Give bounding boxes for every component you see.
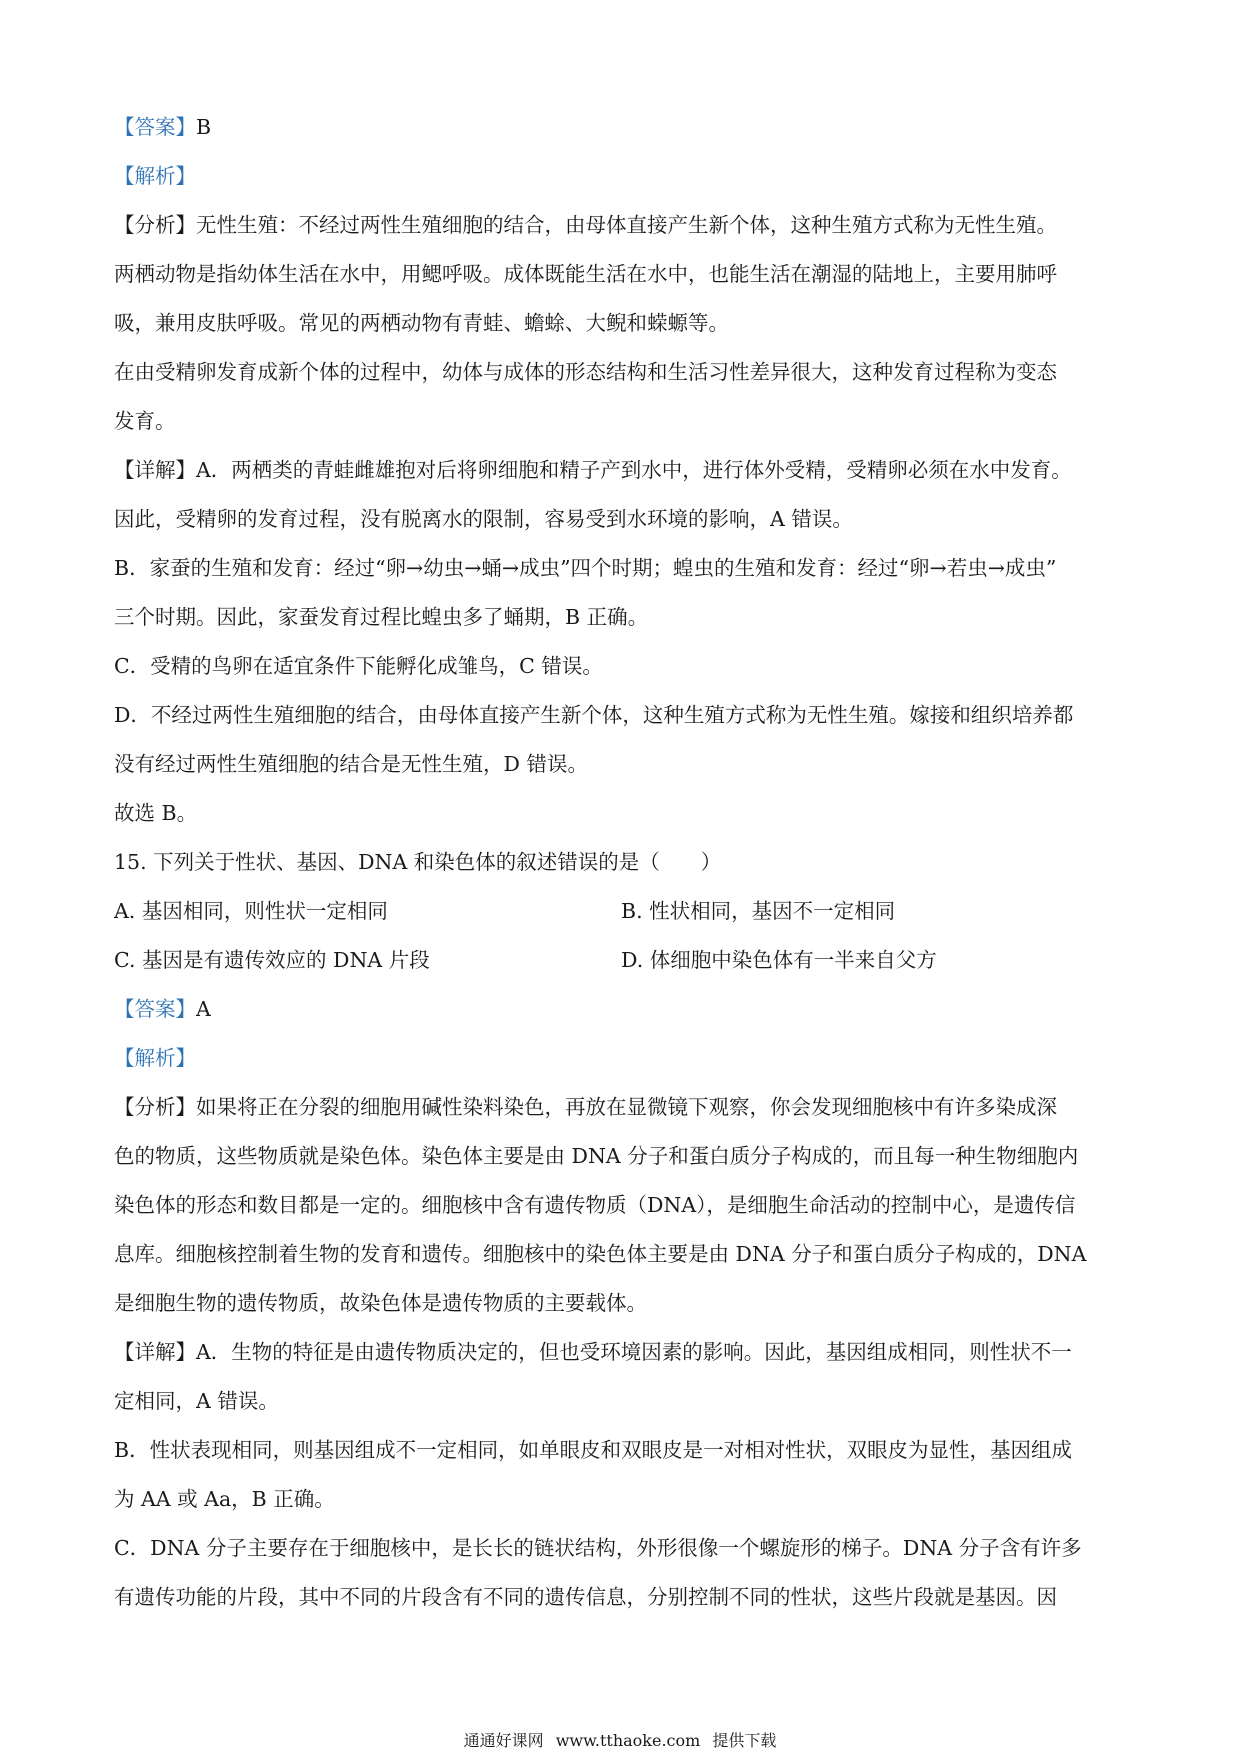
- q14-analysis-line: [114, 152, 1128, 201]
- q15-options: [114, 887, 1128, 985]
- q14-xiangjie-line-6: 没有经过两性生殖细胞的结合是无性生殖，D 错误。: [114, 752, 588, 776]
- xiangjie-tag: 【详解】: [114, 458, 196, 482]
- fenxi-tag: 【分析】: [114, 213, 196, 237]
- fenxi-text: 如果将正在分裂的细胞用碱性染料染色，再放在显微镜下观察，你会发现细胞核中有许多染成深: [196, 1095, 1057, 1119]
- q14-xiangjie-line-1: 因此，受精卵的发育过程，没有脱离水的限制，容易受到水环境的影响，A 错误。: [114, 507, 853, 531]
- q14-xiangjie-line-5: D．不经过两性生殖细胞的结合，由母体直接产生新个体，这种生殖方式称为无性生殖。嫁接和组织培养都: [114, 703, 1074, 727]
- fenxi-tag: 【分析】: [114, 1095, 196, 1119]
- q14-xiangjie-line-7: 故选 B。: [114, 801, 198, 825]
- q15-fenxi-line-1: 色的物质，这些物质就是染色体。染色体主要是由 DNA 分子和蛋白质分子构成的，而且每一种生物细胞内: [114, 1144, 1079, 1168]
- option-a: A. 基因相同，则性状一定相同: [114, 899, 388, 923]
- document-content: [114, 103, 1128, 1622]
- q14-xiangjie-line-3: 三个时期。因此，家蚕发育过程比蝗虫多了蛹期，B 正确。: [114, 605, 649, 629]
- q14-fenxi-line-2: 吸，兼用皮肤呼吸。常见的两栖动物有青蛙、蟾蜍、大鲵和蝾螈等。: [114, 311, 729, 335]
- q14-answer-line: [114, 103, 1128, 152]
- answer-value: A: [196, 997, 211, 1021]
- q14-fenxi-line-1: 两栖动物是指幼体生活在水中，用鳃呼吸。成体既能生活在水中，也能生活在潮湿的陆地上，主要用肺呼: [114, 262, 1057, 286]
- q14-fenxi-line-3: 在由受精卵发育成新个体的过程中，幼体与成体的形态结构和生活习性差异很大，这种发育过程称为变态: [114, 360, 1057, 384]
- xiangjie-tag: 【详解】: [114, 1340, 196, 1364]
- q14-xiangjie-line-4: C．受精的鸟卵在适宜条件下能孵化成雏鸟，C 错误。: [114, 654, 603, 678]
- footer-url[interactable]: www.tthaoke.com: [555, 1731, 701, 1750]
- q15-xiangjie-line-3: 为 AA 或 Aa，B 正确。: [114, 1487, 335, 1511]
- page-footer: [0, 1728, 1240, 1751]
- answer-tag: 【答案】: [114, 115, 196, 139]
- analysis-tag: 【解析】: [114, 164, 196, 188]
- q14-xiangjie-line-0: [114, 446, 1128, 495]
- q15-fenxi-line-0: [114, 1083, 1128, 1132]
- q15-answer-line: [114, 985, 1128, 1034]
- q15-xiangjie-line-5: 有遗传功能的片段，其中不同的片段含有不同的遗传信息，分别控制不同的性状，这些片段就是基因。因: [114, 1585, 1057, 1609]
- xiangjie-text: A．生物的特征是由遗传物质决定的，但也受环境因素的影响。因此，基因组成相同，则性状不一: [196, 1340, 1072, 1364]
- q15-stem: 15. 下列关于性状、基因、DNA 和染色体的叙述错误的是（ ）: [114, 850, 722, 874]
- q15-analysis-line: [114, 1034, 1128, 1083]
- q15-xiangjie-line-1: 定相同，A 错误。: [114, 1389, 279, 1413]
- footer-suffix: 提供下载: [712, 1731, 777, 1750]
- option-d: D. 体细胞中染色体有一半来自父方: [621, 948, 937, 972]
- q14-xiangjie-line-2: B．家蚕的生殖和发育：经过“卵→幼虫→蛹→成虫”四个时期；蝗虫的生殖和发育：经过“卵→若虫→成虫”: [114, 556, 1057, 580]
- xiangjie-text: A．两栖类的青蛙雌雄抱对后将卵细胞和精子产到水中，进行体外受精，受精卵必须在水中发育。: [196, 458, 1072, 482]
- q15-fenxi-line-4: 是细胞生物的遗传物质，故染色体是遗传物质的主要载体。: [114, 1291, 647, 1315]
- q15-xiangjie-line-0: [114, 1328, 1128, 1377]
- q15-xiangjie-line-2: B．性状表现相同，则基因组成不一定相同，如单眼皮和双眼皮是一对相对性状，双眼皮为显性，基因组成: [114, 1438, 1073, 1462]
- q15-fenxi-line-3: 息库。细胞核控制着生物的发育和遗传。细胞核中的染色体主要是由 DNA 分子和蛋白质分子构成的，DNA: [114, 1242, 1087, 1266]
- q15-fenxi-line-2: 染色体的形态和数目都是一定的。细胞核中含有遗传物质（DNA），是细胞生命活动的控制中心，是遗传信: [114, 1193, 1076, 1217]
- analysis-tag: 【解析】: [114, 1046, 196, 1070]
- q15-xiangjie-line-4: C．DNA 分子主要存在于细胞核中，是长长的链状结构，外形很像一个螺旋形的梯子。DNA 分子含有许多: [114, 1536, 1082, 1560]
- q14-fenxi-line-0: [114, 201, 1128, 250]
- answer-tag: 【答案】: [114, 997, 196, 1021]
- fenxi-text: 无性生殖：不经过两性生殖细胞的结合，由母体直接产生新个体，这种生殖方式称为无性生殖。: [196, 213, 1057, 237]
- option-c: C. 基因是有遗传效应的 DNA 片段: [114, 948, 430, 972]
- answer-value: B: [196, 115, 212, 139]
- q14-fenxi-line-4: 发育。: [114, 409, 176, 433]
- option-b: B. 性状相同，基因不一定相同: [621, 899, 896, 923]
- footer-site-name: 通通好课网: [463, 1731, 544, 1750]
